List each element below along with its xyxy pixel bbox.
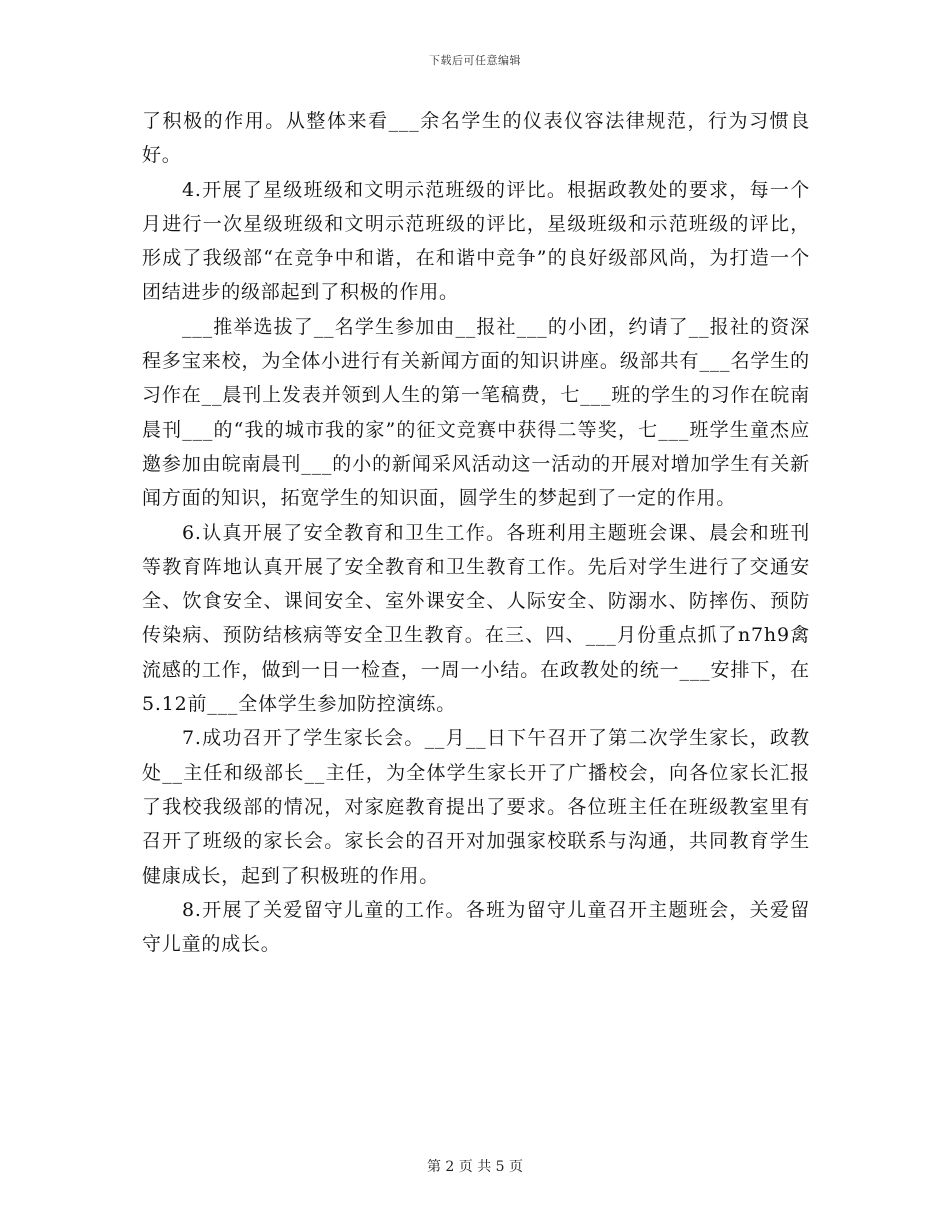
page-number-footer: 第 2 页 共 5 页 [426,1159,524,1175]
paragraph-item-6: 6.认真开展了安全教育和卫生工作。各班利用主题班会课、晨会和班刊等教育阵地认真开展了安全教育和卫生教育工作。先后对学生进行了交通安全、饮食安全、课间安全、室外课安全、人际安全、防溺水、防摔伤、预防传染病、预防结核病等安全卫生教育。在三、四、___月份重点抓了n7h9禽流感的工作，做到一日一检查，一周一小结。在政教处的统一___安排下，在5.12前___全体学生参加防控演练。 [142,521,810,716]
paragraph-item-8: 8.开展了关爱留守儿童的工作。各班为留守儿童召开主题班会，关爱留守儿童的成长。 [142,898,810,956]
paragraph-item-7: 7.成功召开了学生家长会。__月__日下午召开了第二次学生家长，政教处__主任和级部长__主任，为全体学生家长开了广播校会，向各位家长汇报了我校我级部的情况，对家庭教育提出了要求。各位班主任在班级教室里有召开了班级的家长会。家长会的召开对加强家校联系与沟通，共同教育学生健康成长，起到了积极班的作用。 [142,727,810,887]
page-header: 下载后可任意编辑 [429,54,521,67]
paragraph-news-activity: ___推举选拔了__名学生参加由__报社___的小团，约请了__报社的资深程多宝来校，为全体小进行有关新闻方面的知识讲座。级部共有___名学生的习作在__晨刊上发表并领到人生的第一笔稿费，七___班的学生的习作在皖南晨刊___的“我的城市我的家”的征文竞赛中获得二等奖，七___班学生童杰应邀参加由皖南晨刊___的小的新闻采风活动这一活动的开展对增加学生有关新闻方面的知识，拓宽学生的知识面，圆学生的梦起到了一定的作用。 [142,315,810,510]
paragraph-continuation: 了积极的作用。从整体来看___余名学生的仪表仪容法律规范，行为习惯良好。 [142,110,810,167]
document-body [142,104,810,961]
paragraph-item-4: 4.开展了星级班级和文明示范班级的评比。根据政教处的要求，每一个月进行一次星级班级和文明示范班级的评比，星级班级和示范班级的评比，形成了我级部“在竞争中和谐，在和谐中竞争”的良好级部风尚，为打造一个团结进步的级部起到了积极的作用。 [142,178,810,304]
